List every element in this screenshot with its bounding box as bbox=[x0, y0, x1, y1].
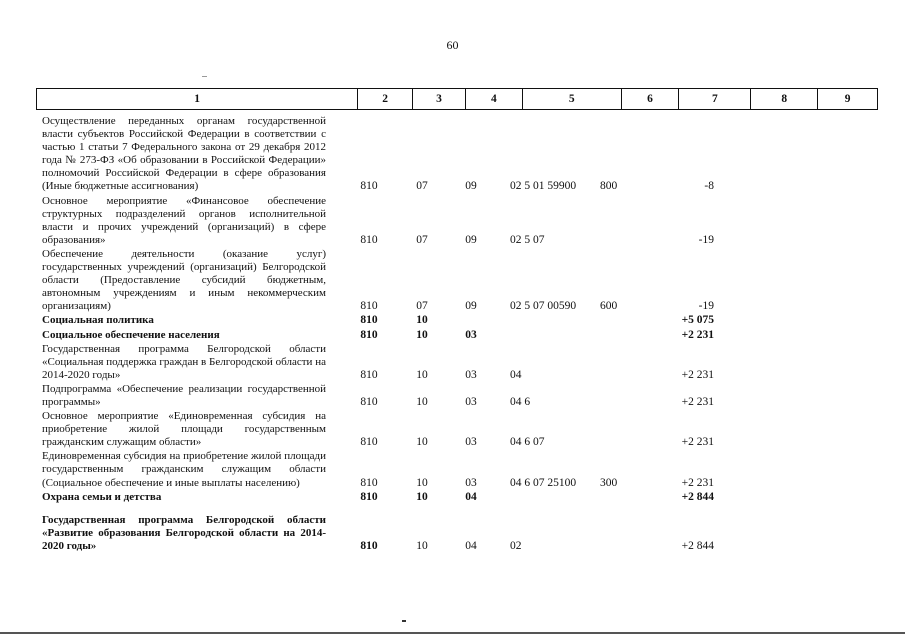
cell-col-2: 810 bbox=[360, 314, 378, 327]
table-body bbox=[42, 115, 878, 554]
cell-col-7: -19 bbox=[698, 233, 714, 246]
row-description: Обеспечение деятельности (оказание услуг) государственных учреждений (организаций) Белгородской области (Предоставление субсидий бюджетным, автономным учреждениям и иным некоммерческим организациям) bbox=[42, 247, 326, 313]
header-col-5: 5 bbox=[522, 89, 621, 109]
table-row bbox=[42, 115, 878, 194]
table-row bbox=[42, 450, 878, 489]
cell-col-2: 810 bbox=[360, 300, 378, 313]
cell-col-2: 810 bbox=[360, 539, 378, 552]
table-row bbox=[42, 195, 878, 247]
table-row bbox=[42, 514, 878, 553]
cell-col-2: 810 bbox=[360, 436, 378, 449]
header-col-1: 1 bbox=[194, 93, 200, 105]
cell-col-5: 04 6 07 25100 bbox=[510, 476, 577, 489]
cell-col-6: 800 bbox=[600, 180, 618, 193]
header-col-2: 2 bbox=[357, 89, 412, 109]
cell-col-7: -8 bbox=[704, 180, 714, 193]
cell-col-3: 10 bbox=[416, 539, 428, 552]
cell-col-7: +2 844 bbox=[681, 539, 714, 552]
cell-col-4: 03 bbox=[465, 328, 477, 341]
table-row bbox=[42, 343, 878, 382]
cell-col-3: 10 bbox=[416, 490, 428, 503]
table-row bbox=[42, 329, 878, 342]
cell-col-5: 02 5 07 bbox=[510, 233, 545, 246]
cell-col-3: 10 bbox=[416, 436, 428, 449]
cell-col-4: 09 bbox=[465, 233, 477, 246]
cell-col-5: 04 6 bbox=[510, 395, 531, 408]
header-col-9: 9 bbox=[817, 89, 877, 109]
header-col-8: 8 bbox=[750, 89, 817, 109]
cell-col-5: 02 5 07 00590 bbox=[510, 300, 577, 313]
cell-col-3: 07 bbox=[416, 233, 428, 246]
table-row bbox=[42, 248, 878, 313]
header-col-6: 6 bbox=[621, 89, 679, 109]
cell-col-4: 03 bbox=[465, 395, 477, 408]
table-row bbox=[42, 491, 878, 504]
cell-col-7: +2 231 bbox=[681, 368, 714, 381]
cell-col-2: 810 bbox=[360, 180, 378, 193]
cell-col-7: +2 231 bbox=[681, 476, 714, 489]
cell-col-7: +2 231 bbox=[681, 436, 714, 449]
cell-col-7: +5 075 bbox=[681, 314, 714, 327]
cell-col-3: 07 bbox=[416, 180, 428, 193]
page-number: 60 bbox=[446, 38, 459, 52]
cell-col-7: +2 231 bbox=[681, 328, 714, 341]
cell-col-3: 10 bbox=[416, 368, 428, 381]
cell-col-2: 810 bbox=[360, 233, 378, 246]
cell-col-4: 03 bbox=[465, 436, 477, 449]
scan-artifact bbox=[202, 76, 207, 77]
cell-col-5: 02 5 01 59900 bbox=[510, 180, 577, 193]
table-row bbox=[42, 314, 878, 327]
cell-col-7: +2 231 bbox=[681, 395, 714, 408]
cell-col-3: 10 bbox=[416, 328, 428, 341]
row-description: Социальное обеспечение населения bbox=[42, 328, 220, 341]
cell-col-3: 10 bbox=[416, 476, 428, 489]
cell-col-2: 810 bbox=[360, 476, 378, 489]
cell-col-7: -19 bbox=[698, 300, 714, 313]
cell-col-6: 600 bbox=[600, 300, 618, 313]
scan-edge-line bbox=[0, 632, 905, 634]
cell-col-3: 10 bbox=[416, 314, 428, 327]
row-description: Государственная программа Белгородской области «Развитие образования Белгородской области на 2014-2020 годы» bbox=[42, 513, 326, 552]
scan-artifact bbox=[402, 620, 406, 622]
row-description: Единовременная субсидия на приобретение жилой площади государственным гражданским служащим области (Социальное обеспечение и иные выплаты населению) bbox=[42, 450, 326, 489]
cell-col-4: 03 bbox=[465, 476, 477, 489]
table-row bbox=[42, 383, 878, 409]
row-description: Основное мероприятие «Единовременная субсидия на приобретение жилой площади государственным гражданским служащим области» bbox=[42, 410, 326, 449]
cell-col-4: 03 bbox=[465, 368, 477, 381]
row-description: Осуществление переданных органам государственной власти субъектов Российской Федерации в соответствии с частью 1 статьи 7 Федерального закона от 29 декабря 2012 года № 273-ФЗ «Об образовании в Российской Федерации» полномочий Российской Федерации в сфере образования (Иные бюджетные ассигнования) bbox=[42, 115, 326, 193]
header-col-4: 4 bbox=[465, 89, 522, 109]
cell-col-3: 10 bbox=[416, 395, 428, 408]
cell-col-4: 04 bbox=[465, 539, 477, 552]
cell-col-4: 09 bbox=[465, 180, 477, 193]
cell-col-2: 810 bbox=[360, 395, 378, 408]
cell-col-2: 810 bbox=[360, 328, 378, 341]
cell-col-5: 02 bbox=[510, 539, 522, 552]
cell-col-2: 810 bbox=[360, 368, 378, 381]
cell-col-3: 07 bbox=[416, 300, 428, 313]
cell-col-4: 09 bbox=[465, 300, 477, 313]
row-description: Подпрограмма «Обеспечение реализации государственной программы» bbox=[42, 382, 326, 408]
row-description: Охрана семьи и детства bbox=[42, 490, 162, 503]
cell-col-7: +2 844 bbox=[681, 490, 714, 503]
row-description: Государственная программа Белгородской области «Социальная поддержка граждан в Белгородской области на 2014-2020 годы» bbox=[42, 342, 326, 381]
table-row bbox=[42, 410, 878, 449]
cell-col-5: 04 6 07 bbox=[510, 436, 545, 449]
table-header bbox=[36, 88, 878, 110]
cell-col-5: 04 bbox=[510, 368, 522, 381]
cell-col-2: 810 bbox=[360, 490, 378, 503]
cell-col-4: 04 bbox=[465, 490, 477, 503]
header-col-7: 7 bbox=[678, 89, 750, 109]
header-col-3: 3 bbox=[412, 89, 465, 109]
cell-col-6: 300 bbox=[600, 476, 618, 489]
row-description: Социальная политика bbox=[42, 314, 154, 327]
row-description: Основное мероприятие «Финансовое обеспечение структурных подразделений органов исполнительной власти и прочих учреждений (организаций) в сфере образования» bbox=[42, 194, 326, 246]
